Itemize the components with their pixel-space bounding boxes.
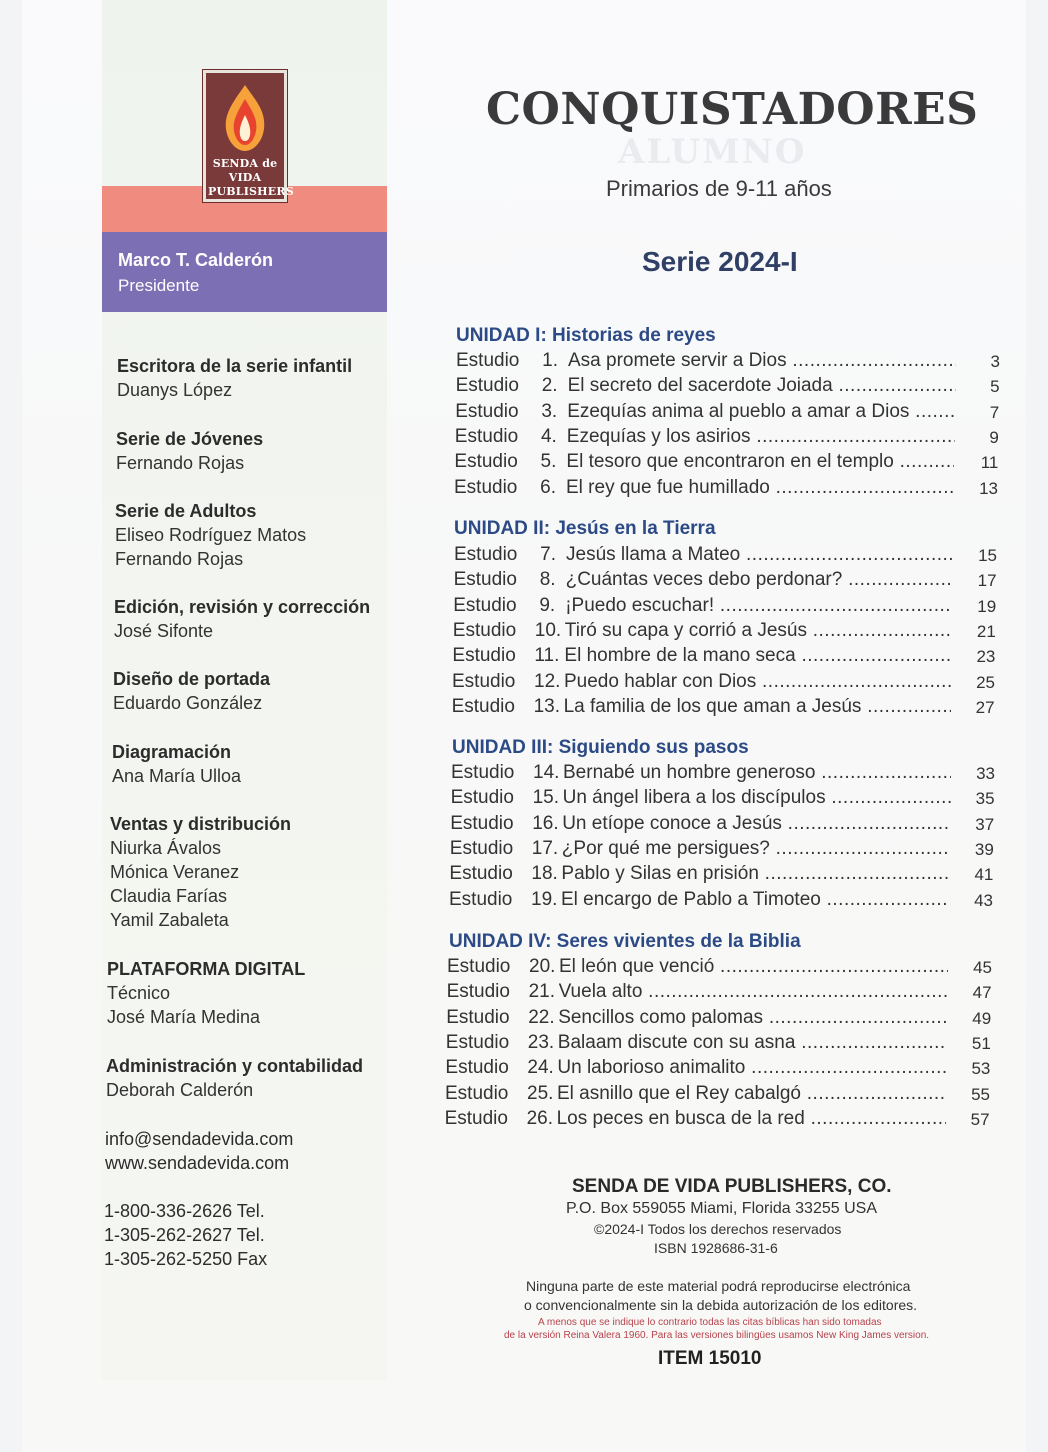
unit-heading: UNIDAD III: Siguiendo sus pasos (452, 737, 749, 758)
entry-label: Estudio (454, 476, 518, 498)
president-role: Presidente (118, 276, 200, 295)
toc-entry (449, 889, 993, 913)
entry-page: 51 (971, 1033, 991, 1053)
isbn: ISBN 1928686-31-6 (654, 1240, 778, 1256)
credit-name: Fernando Rojas (116, 453, 245, 473)
sidebar-purple-stripe (102, 232, 387, 312)
entry-label: Estudio (449, 863, 513, 885)
credit-name: Técnico (107, 983, 171, 1003)
entry-label: Estudio (452, 645, 516, 667)
entry-title: El hombre de la mano seca ..... (564, 645, 951, 667)
entry-number: 26. (526, 1107, 554, 1129)
unit-heading: UNIDAD IV: Seres vivientes de la Biblia (449, 931, 801, 952)
entry-title: Un ángel libera a los discípulos ..... (563, 787, 951, 809)
entry-label: Estudio (450, 787, 514, 809)
entry-page: 3 (990, 352, 1000, 371)
entry-page: 27 (975, 697, 995, 717)
entry-title: El león que venció ..... (559, 956, 948, 978)
entry-label: Estudio (451, 695, 515, 717)
credit-heading: Ventas y distribución (110, 814, 292, 834)
entry-number: 20. (529, 956, 556, 977)
credit-block (112, 740, 241, 788)
entry-label: Estudio (449, 837, 514, 859)
credit-name: Yamil Zabaleta (110, 910, 229, 930)
entry-number: 7. (540, 544, 556, 565)
entry-page: 23 (976, 647, 996, 667)
entry-page: 15 (978, 546, 997, 565)
entry-title: Jesús llama a Mateo ..... (566, 544, 953, 566)
credit-heading: Diagramación (112, 742, 232, 762)
entry-number: 4. (540, 425, 557, 447)
toc-entry (454, 451, 998, 475)
toc-entry (450, 838, 994, 862)
contact-fax: 1-305-262-5250 Fax (104, 1249, 268, 1269)
entry-title: La familia de los que aman a Jesús ..... (564, 696, 951, 718)
toc-entry (452, 645, 995, 669)
publisher-name: SENDA DE VIDA PUBLISHERS, CO. (572, 1176, 892, 1197)
contact-phone-2: 1-305-262-2627 Tel. (104, 1225, 265, 1245)
entry-page: 33 (976, 764, 995, 783)
entry-number: 5. (540, 451, 557, 473)
entry-page: 7 (989, 402, 1000, 422)
entry-page: 43 (974, 890, 993, 910)
credit-block (115, 499, 306, 571)
entry-label: Estudio (444, 1107, 508, 1129)
contact-phones (104, 1199, 267, 1271)
publisher-address: P.O. Box 559055 Miami, Florida 33255 USA (566, 1200, 877, 1217)
entry-label: Estudio (456, 350, 520, 371)
entry-label: Estudio (445, 1031, 510, 1053)
entry-number: 8. (539, 569, 556, 591)
entry-label: Estudio (454, 544, 518, 565)
entry-page: 47 (972, 983, 992, 1003)
credit-block (107, 957, 305, 1029)
edition-watermark: ALUMNO (618, 132, 807, 172)
entry-title: ¡Puedo escuchar! ..... (565, 595, 952, 617)
entry-number: 11. (534, 645, 560, 667)
entry-number: 12. (534, 670, 561, 692)
credit-name: Mónica Veranez (110, 862, 240, 882)
entry-label: Estudio (455, 400, 519, 422)
series-label: Serie 2024-I (642, 246, 798, 277)
entry-page: 57 (970, 1109, 990, 1129)
toc-entry (455, 426, 999, 450)
credit-name: Duanys López (117, 380, 233, 400)
toc-entry (454, 477, 998, 501)
toc-entry (455, 401, 999, 425)
credit-name: Ana María Ulloa (112, 766, 242, 786)
entry-page: 25 (976, 672, 995, 692)
toc-entry (451, 787, 995, 811)
credit-block (117, 354, 352, 402)
unit-heading: UNIDAD I: Historias de reyes (456, 325, 716, 346)
entry-page: 17 (977, 571, 997, 591)
publisher-logo (203, 70, 294, 202)
credit-heading: Serie de Jóvenes (116, 429, 264, 449)
entry-page: 49 (972, 1008, 992, 1028)
entry-title: El encargo de Pablo a Timoteo ..... (561, 889, 949, 911)
entry-title: Bernabé un hombre generoso ..... (563, 762, 951, 784)
entry-page: 9 (989, 427, 999, 447)
entry-title: Vuela alto ..... (559, 981, 948, 1003)
entry-page: 37 (975, 814, 995, 834)
entry-number: 6. (540, 476, 556, 498)
toc-entry (452, 671, 995, 695)
credit-name: Niurka Ávalos (110, 838, 222, 858)
entry-title: ¿Cuántas veces debo perdonar? ..... (566, 569, 953, 591)
toc-entry (445, 1057, 990, 1081)
toc-entry (452, 696, 995, 720)
entry-page: 11 (980, 453, 999, 473)
entry-page: 35 (975, 789, 995, 809)
logo-text (208, 157, 294, 199)
entry-page: 13 (979, 478, 998, 498)
entry-title: Ezequías y los asirios ..... (567, 426, 955, 448)
entry-title: Balaam discute con su asna ..... (558, 1032, 947, 1054)
toc-entry (446, 1032, 991, 1056)
president-name: Marco T. Calderón (118, 250, 274, 270)
entry-title: El secreto del sacerdote Joiada ..... (568, 375, 956, 397)
credit-block (114, 595, 370, 643)
entry-title: Un laborioso animalito ..... (557, 1057, 946, 1079)
credit-heading: Edición, revisión y corrección (114, 597, 371, 617)
contact-email[interactable]: info@sendadevida.com (105, 1129, 294, 1149)
entry-number: 14. (533, 762, 560, 783)
credit-heading: Serie de Adultos (115, 501, 257, 521)
entry-label: Estudio (450, 812, 514, 834)
bible-note-2: de la versión Reina Valera 1960. Para las versiones bilingües usamos New King James version. (504, 1330, 930, 1341)
entry-title: El rey que fue humillado ..... (566, 477, 954, 499)
credit-name: Eduardo González (113, 693, 263, 713)
entry-label: Estudio (454, 425, 519, 447)
entry-number: 13. (533, 695, 561, 717)
toc-entry (454, 569, 997, 593)
credit-heading: Diseño de portada (113, 669, 271, 689)
logo-line-2: PUBLISHERS (208, 185, 294, 198)
credit-name: Fernando Rojas (115, 549, 244, 569)
entry-label: Estudio (453, 594, 517, 616)
credit-heading: PLATAFORMA DIGITAL (107, 959, 306, 979)
copyright: ©2024-I Todos los derechos reservados (594, 1221, 842, 1237)
entry-label: Estudio (454, 451, 518, 473)
unit-heading: UNIDAD II: Jesús en la Tierra (454, 518, 716, 539)
entry-title: Asa promete servir a Dios ..... (568, 350, 956, 372)
entry-label: Estudio (445, 1057, 509, 1079)
entry-label: Estudio (449, 888, 513, 910)
toc-entry (453, 595, 996, 619)
credit-block (113, 667, 270, 715)
entry-title: Puedo hablar con Dios ..... (564, 671, 951, 693)
entry-label: Estudio (455, 375, 519, 397)
entry-title: El asnillo que el Rey cabalgó ..... (557, 1083, 946, 1105)
entry-label: Estudio (453, 569, 517, 591)
toc-entry (451, 762, 995, 786)
book-title: CONQUISTADORES (486, 84, 979, 135)
credit-name: Claudia Farías (110, 886, 228, 906)
credit-name: Deborah Calderón (106, 1080, 254, 1100)
toc-entry (447, 981, 992, 1005)
contact-phone-1: 1-800-336-2626 Tel. (104, 1201, 265, 1221)
entry-label: Estudio (447, 956, 511, 977)
entry-title: El tesoro que encontraron en el templo ..... (566, 451, 954, 473)
credit-name: Eliseo Rodríguez Matos (115, 525, 307, 545)
entry-number: 21. (528, 981, 556, 1003)
entry-number: 1. (542, 350, 558, 371)
entry-title: Los peces en busca de la red ..... (557, 1108, 946, 1130)
toc-entry (446, 1007, 991, 1031)
logo-line-1: SENDA de VIDA (212, 157, 278, 184)
item-number: ITEM 15010 (658, 1348, 762, 1369)
entry-page: 21 (976, 621, 996, 641)
entry-number: 15. (532, 787, 560, 809)
entry-title: Un etíope conoce a Jesús ..... (562, 813, 950, 835)
toc-entry (456, 375, 1000, 399)
credit-heading: Administración y contabilidad (106, 1056, 364, 1076)
entry-page: 55 (971, 1084, 990, 1104)
flame-icon (220, 83, 270, 153)
contact-web (105, 1127, 293, 1175)
entry-number: 22. (528, 1006, 555, 1028)
toc-entry (445, 1083, 990, 1107)
entry-label: Estudio (452, 619, 517, 641)
entry-number: 10. (534, 619, 562, 641)
toc-entry (454, 544, 997, 568)
toc-entry (450, 813, 994, 837)
entry-title: Tiró su capa y corrió a Jesús ..... (565, 620, 952, 642)
entry-page: 45 (973, 958, 992, 977)
book-subtitle: Primarios de 9-11 años (606, 176, 832, 201)
credit-block (116, 427, 263, 475)
entry-page: 19 (977, 596, 997, 616)
entry-number: 18. (531, 863, 558, 885)
entry-title: Sencillos como palomas ..... (558, 1007, 947, 1029)
legal-notice-2: o convencionalmente sin la debida autorización de los editores. (524, 1297, 918, 1313)
toc-entry (453, 620, 996, 644)
entry-number: 17. (531, 837, 559, 859)
entry-label: Estudio (451, 762, 515, 783)
toc-entry (456, 350, 1000, 374)
entry-number: 24. (527, 1057, 554, 1079)
entry-label: Estudio (445, 1082, 509, 1104)
entry-number: 9. (539, 594, 556, 616)
credit-name: José María Medina (107, 1007, 261, 1027)
credit-name: José Sifonte (114, 621, 214, 641)
credit-block (110, 812, 291, 932)
toc-entry (447, 956, 992, 980)
entry-number: 19. (531, 888, 558, 910)
entry-label: Estudio (446, 981, 510, 1003)
credit-heading: Escritora de la serie infantil (117, 356, 353, 376)
entry-page: 39 (974, 839, 994, 859)
entry-page: 5 (990, 377, 1000, 397)
entry-title: Ezequías anima al pueblo a amar a Dios ..... (567, 401, 955, 423)
toc-entry (445, 1108, 990, 1132)
entry-number: 16. (532, 812, 559, 834)
entry-page: 41 (974, 865, 994, 885)
contact-website[interactable]: www.sendadevida.com (105, 1153, 290, 1173)
credit-block (106, 1054, 363, 1102)
entry-number: 2. (541, 375, 558, 397)
entry-number: 25. (527, 1082, 554, 1104)
legal-notice-1: Ninguna parte de este material podrá reproducirse electrónica (526, 1278, 911, 1294)
entry-title: ¿Por qué me persigues? ..... (562, 838, 950, 860)
entry-number: 3. (541, 400, 558, 422)
entry-title: Pablo y Silas en prisión ..... (561, 863, 949, 885)
entry-number: 23. (527, 1031, 555, 1053)
entry-label: Estudio (446, 1006, 510, 1028)
entry-label: Estudio (452, 670, 516, 692)
entry-page: 53 (971, 1059, 991, 1079)
toc-entry (449, 863, 993, 887)
bible-note-1: A menos que se indique lo contrario todas las citas bíblicas han sido tomadas (538, 1317, 882, 1328)
